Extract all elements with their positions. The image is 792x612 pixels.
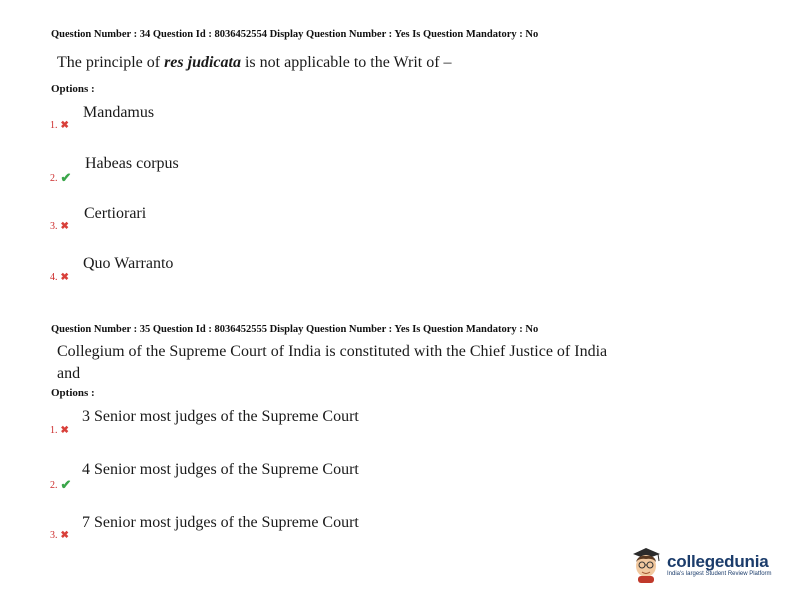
question-35-text-line: Collegium of the Supreme Court of India is constituted with the Chief Justice of India	[57, 343, 608, 360]
logo-name: collegedunia	[667, 551, 769, 571]
q34-option-1-text: Mandamus	[83, 104, 155, 121]
q35-option-1-text: 3 Senior most judges of the Supreme Court	[82, 408, 359, 425]
mascot-icon	[629, 544, 663, 584]
check-icon: ✔	[60, 477, 72, 492]
question-34-italic-term: res judicata	[164, 54, 241, 71]
q34-option-3-number	[50, 221, 69, 232]
logo-tagline: India's largest Student Review Platform	[667, 570, 772, 577]
q35-option-2-text: 4 Senior most judges of the Supreme Court	[82, 461, 359, 478]
q34-option-1-number	[50, 120, 69, 131]
q35-option-3-number	[50, 530, 69, 541]
q35-option-3-text: 7 Senior most judges of the Supreme Court	[82, 514, 359, 531]
question-34-text-part: is not applicable to the Writ of –	[240, 54, 452, 71]
option-number: 2.	[50, 479, 58, 491]
q34-option-4-number	[50, 272, 69, 283]
logo-text	[667, 552, 772, 577]
option-number: 3.	[50, 221, 58, 232]
cross-icon: ✖	[60, 530, 69, 541]
cross-icon: ✖	[60, 120, 69, 131]
cross-icon: ✖	[60, 221, 69, 232]
option-number: 1.	[50, 120, 58, 131]
q34-option-4-text: Quo Warranto	[83, 255, 174, 272]
option-number: 2.	[50, 172, 58, 184]
cross-icon: ✖	[60, 272, 69, 283]
option-number: 4.	[50, 272, 58, 283]
q34-option-2-text: Habeas corpus	[85, 155, 179, 172]
question-35-options-label: Options :	[51, 387, 95, 399]
question-34-meta: Question Number : 34 Question Id : 8036452554 Display Question Number : Yes Is Question Mandatory : No	[51, 29, 539, 40]
question-34-text	[57, 52, 452, 74]
q34-option-2-number	[50, 170, 71, 186]
q35-option-1-number	[50, 425, 69, 436]
question-35-meta: Question Number : 35 Question Id : 8036452555 Display Question Number : Yes Is Question Mandatory : No	[51, 324, 539, 335]
check-icon: ✔	[60, 170, 72, 185]
question-35-text	[57, 341, 607, 385]
collegedunia-logo	[629, 542, 779, 586]
question-34-options-label: Options :	[51, 83, 95, 95]
q34-option-3-text: Certiorari	[84, 205, 147, 222]
cross-icon: ✖	[60, 425, 69, 436]
option-number: 1.	[50, 425, 58, 436]
q35-option-2-number	[50, 477, 71, 493]
question-34-text-part: The principle of	[57, 54, 165, 71]
question-35-text-line: and	[57, 365, 81, 382]
option-number: 3.	[50, 530, 58, 541]
